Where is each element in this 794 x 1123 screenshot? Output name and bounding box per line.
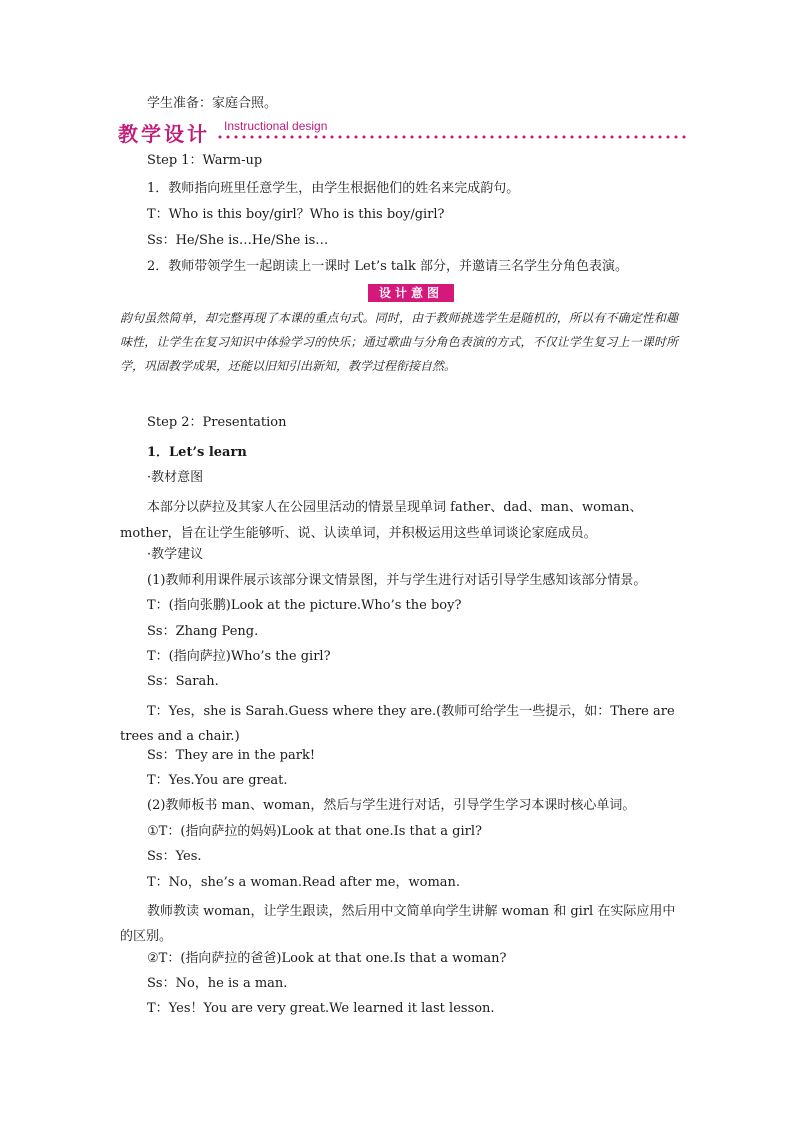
step1-teacher-line: T：Who is this boy/girl？Who is this boy/girl?	[147, 207, 445, 222]
bullet-material-intent: ·教材意图	[147, 470, 204, 485]
bullet-teaching-advice: ·教学建议	[147, 547, 204, 562]
material-intent-paragraph: 本部分以萨拉及其家人在公园里活动的情景呈现单词 father、dad、man、woman、mother，旨在让学生能够听、说、认读单词，并积极运用这些单词谈论家庭成员。	[120, 500, 643, 541]
step1-heading: Step 1：Warm-up	[147, 153, 263, 168]
section-dotted-rule	[216, 135, 686, 139]
dialogue-line: T：Yes！You are very great.We learned it last lesson.	[147, 1001, 495, 1016]
section-subtitle: Instructional design	[224, 119, 328, 133]
teaching-note: 教师教读 woman，让学生跟读，然后用中文简单向学生讲解 woman 和 girl 在实际应用中的区别。	[120, 904, 676, 944]
step1-item2: 2．教师带领学生一起朗读上一课时 Let’s talk 部分，并邀请三名学生分角色表演。	[147, 259, 629, 274]
lets-learn-heading: 1．Let’s learn	[147, 445, 247, 460]
step1-item1: 1．教师指向班里任意学生，由学生根据他们的姓名来完成韵句。	[147, 181, 520, 196]
section-header	[118, 116, 690, 146]
dialogue-line: T：Yes，she is Sarah.Guess where they are.(教师可给学生一些提示，如：There are trees and a chair.)	[120, 704, 675, 744]
dialogue-line: ①T：(指向萨拉的妈妈)Look at that one.Is that a girl?	[147, 824, 482, 839]
section-title: 教学设计	[118, 122, 210, 146]
step2-heading: Step 2：Presentation	[147, 415, 287, 430]
dialogue-line: T：(指向张鹏)Look at the picture.Who’s the boy?	[147, 598, 462, 613]
dialogue-line: Ss：No，he is a man.	[147, 976, 288, 991]
dialogue-line: Ss：Zhang Peng.	[147, 624, 259, 639]
dialogue-line: T：Yes.You are great.	[147, 773, 288, 788]
design-intent-text: 韵句虽然简单，却完整再现了本课的重点句式。同时，由于教师挑选学生是随机的，所以有不确定性和趣味性，让学生在复习知识中体验学习的快乐；通过歌曲与分角色表演的方式，不仅让学生复习上一课时所学，巩固教学成果，还能以旧知引出新知，教学过程衔接自然。	[120, 311, 678, 373]
dialogue-line: Ss：Sarah.	[147, 674, 219, 689]
dialogue-line: T：(指向萨拉)Who’s the girl?	[147, 649, 331, 664]
advice-point-2: (2)教师板书 man、woman，然后与学生进行对话，引导学生学习本课时核心单词。	[147, 798, 636, 813]
dialogue-line: Ss：Yes.	[147, 849, 202, 864]
dialogue-line: T：No，she’s a woman.Read after me，woman.	[147, 875, 461, 890]
step1-students-line: Ss：He/She is…He/She is…	[147, 233, 329, 248]
dialogue-line: Ss：They are in the park!	[147, 748, 316, 763]
design-intent-badge: 设计意图	[368, 284, 454, 302]
advice-point-1: (1)教师利用课件展示该部分课文情景图，并与学生进行对话引导学生感知该部分情景。	[147, 573, 647, 588]
student-prep: 学生准备：家庭合照。	[147, 96, 278, 111]
dialogue-line: ②T：(指向萨拉的爸爸)Look at that one.Is that a woman?	[147, 951, 507, 966]
